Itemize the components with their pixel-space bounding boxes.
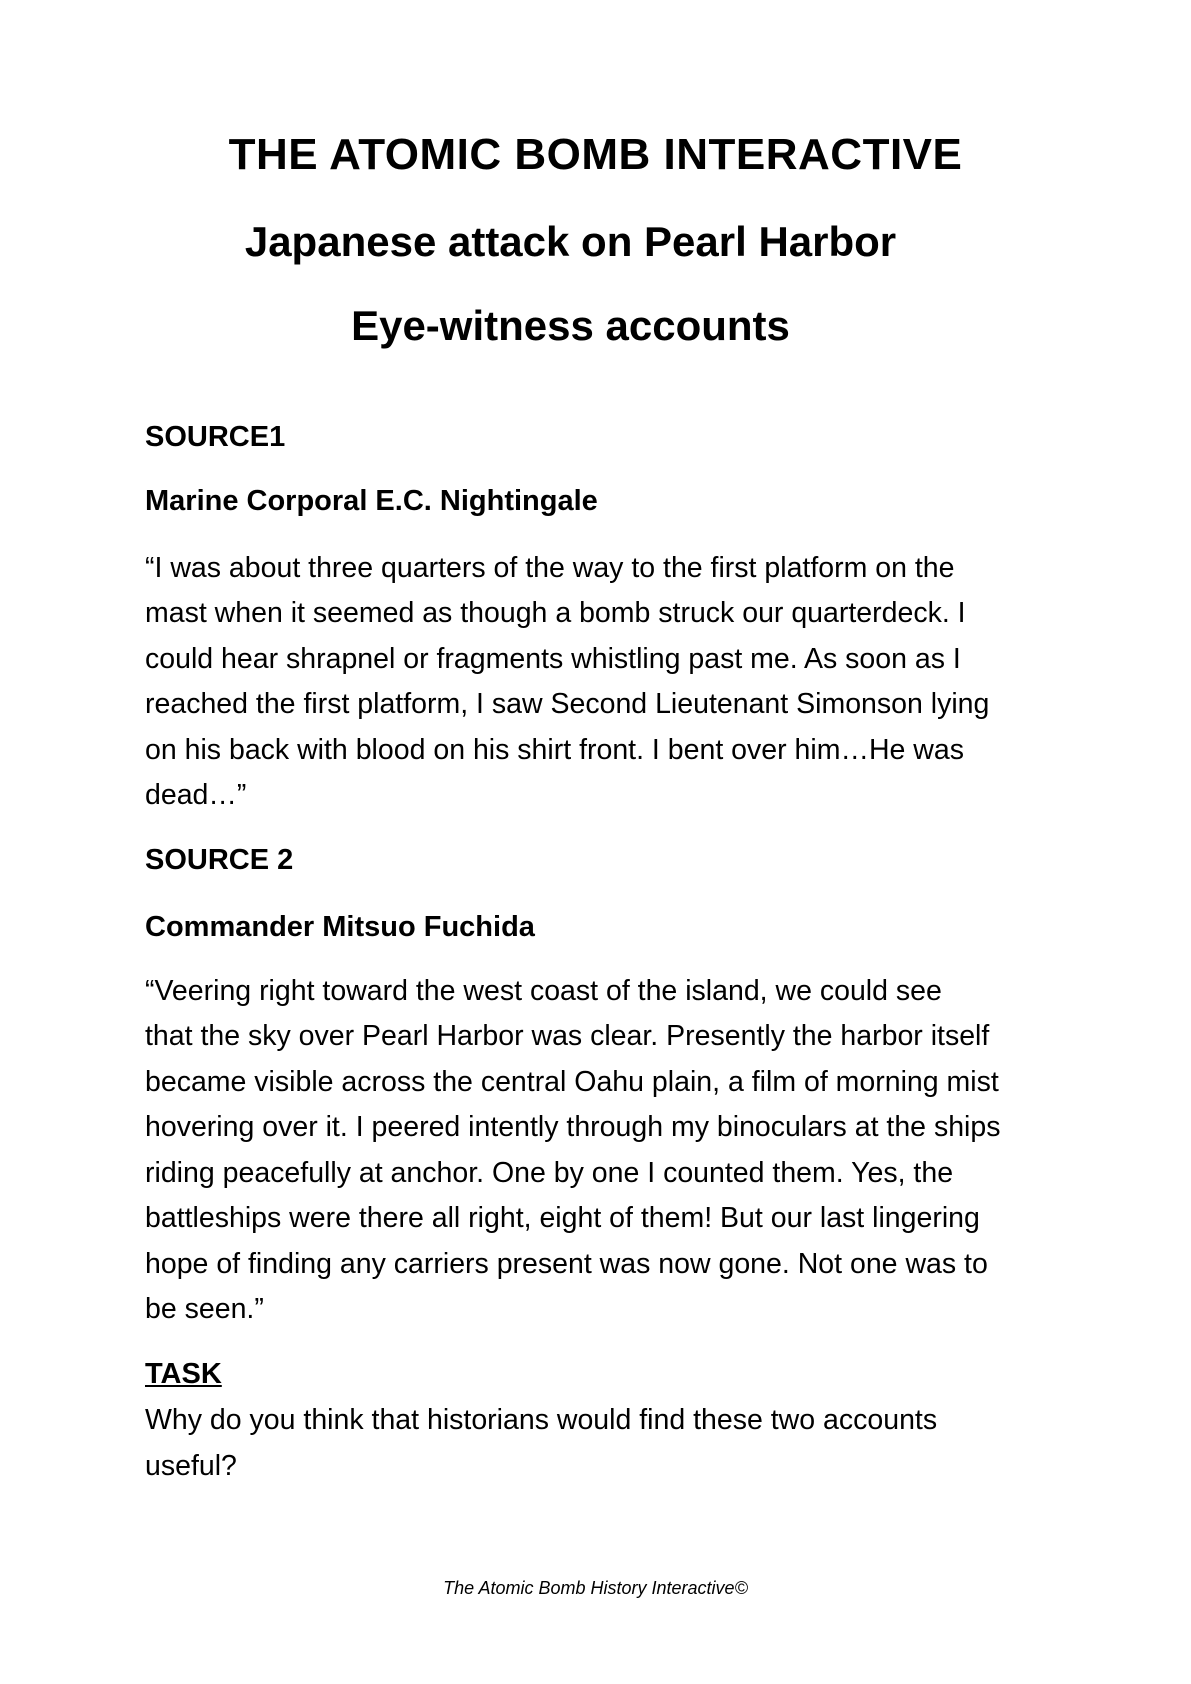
- quote-line: hope of finding any carriers present was now gone. Not one was to: [145, 1248, 988, 1280]
- quote-line: “I was about three quarters of the way to the first platform on the: [145, 552, 955, 584]
- quote-line: on his back with blood on his shirt front. I bent over him…He was: [145, 734, 964, 766]
- document-title: THE ATOMIC BOMB INTERACTIVE: [228, 130, 963, 179]
- task-label: TASK: [145, 1358, 222, 1390]
- source1-label: SOURCE1: [145, 421, 286, 453]
- document-subtitle: Japanese attack on Pearl Harbor: [244, 218, 897, 265]
- quote-line: became visible across the central Oahu plain, a film of morning mist: [145, 1066, 999, 1098]
- quote-line: battleships were there all right, eight of them! But our last lingering: [145, 1202, 980, 1234]
- quote-line: could hear shrapnel or fragments whistling past me. As soon as I: [145, 643, 961, 675]
- source2-author: Commander Mitsuo Fuchida: [145, 911, 535, 943]
- quote-line: reached the first platform, I saw Second Lieutenant Simonson lying: [145, 688, 990, 720]
- task-question-line: useful?: [145, 1450, 237, 1482]
- quote-line: that the sky over Pearl Harbor was clear. Presently the harbor itself: [145, 1020, 990, 1052]
- source1-author: Marine Corporal E.C. Nightingale: [145, 485, 598, 517]
- quote-line: be seen.”: [145, 1293, 264, 1325]
- source2-label: SOURCE 2: [145, 844, 294, 876]
- quote-line: dead…”: [145, 779, 247, 811]
- task-question-line: Why do you think that historians would find these two accounts: [145, 1404, 938, 1436]
- quote-line: hovering over it. I peered intently through my binoculars at the ships: [145, 1111, 1001, 1143]
- quote-line: riding peacefully at anchor. One by one I counted them. Yes, the: [145, 1157, 954, 1189]
- quote-line: “Veering right toward the west coast of the island, we could see: [145, 975, 942, 1007]
- document-subheading: Eye-witness accounts: [351, 302, 790, 349]
- quote-line: mast when it seemed as though a bomb struck our quarterdeck. I: [145, 597, 966, 629]
- footer-copyright: The Atomic Bomb History Interactive©: [443, 1578, 748, 1598]
